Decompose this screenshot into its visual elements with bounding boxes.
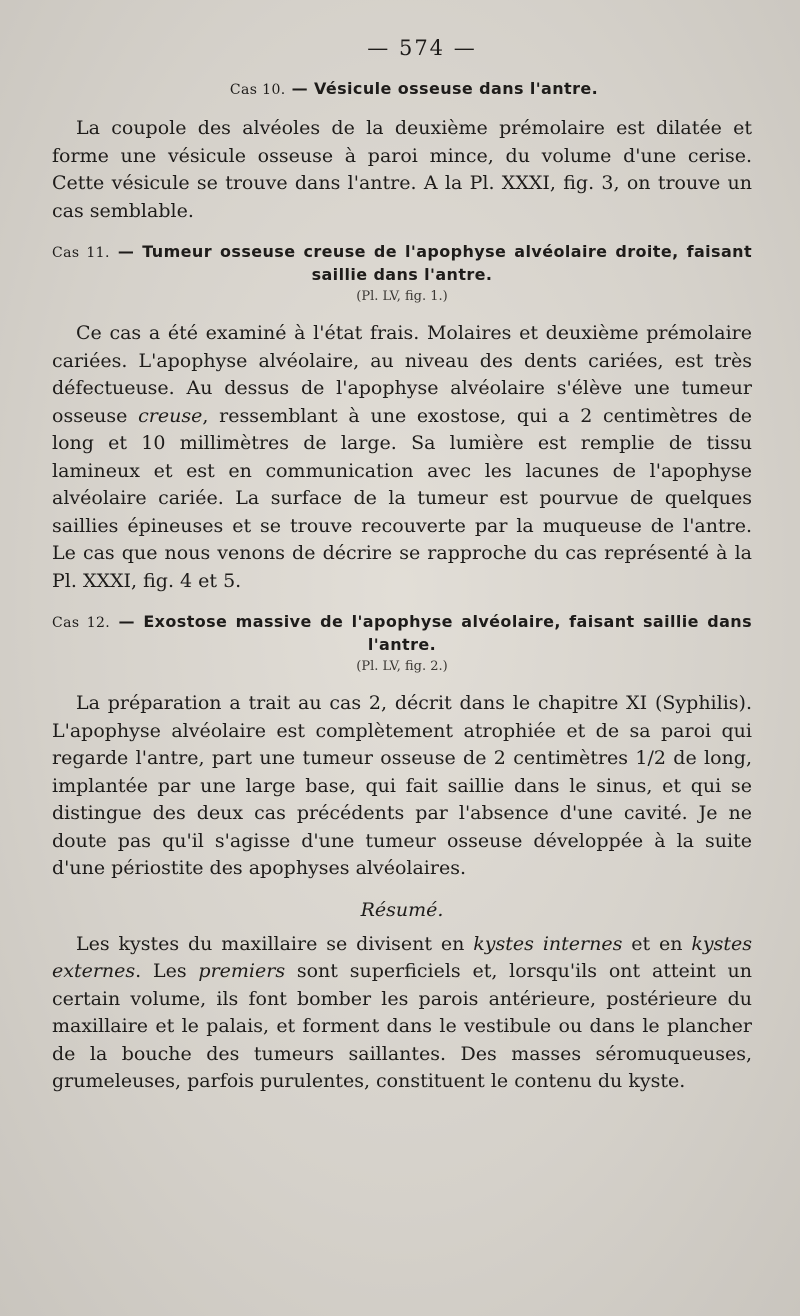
page-number: — 574 — [367,36,477,60]
case-12-heading [52,611,752,656]
case-10-heading [52,78,752,101]
resume-title: Résumé. [360,898,444,921]
case-11-title: Tumeur osseuse creuse de l'apophyse alvéolaire droite, faisant saillie dans l'antre. [142,242,752,284]
case-10-title: Vésicule osseuse dans l'antre. [313,79,599,98]
case-11-text-part-1: Ce cas a été examiné à l'état frais. Molaires et deuxième prémolaire cariées. L'apophyse alvéolaire, au niveau des dents cariées, est très défectueuse. Au dessus de l'apophyse alvéolaire s'élève une tumeur osseuse [52,322,752,427]
resume-em-3: premiers [198,960,286,982]
case-11-label: Cas 11. [52,245,110,261]
resume-text-3: . Les [135,960,199,982]
case-10-text: La coupole des alvéoles de la deuxième prémolaire est dilatée et forme une vésicule osseuse à paroi mince, du volume d'une cerise. Cette vésicule se trouve dans l'antre. A la Pl. XXXI, fig. 3, on trouve un cas semblable. [52,117,752,222]
case-12-dash: — [110,612,144,631]
case-12-title: Exostose massive de l'apophyse alvéolaire, faisant saillie dans l'antre. [143,612,752,654]
case-11-dash: — [109,242,143,261]
case-10-label: Cas 10. [229,82,286,98]
case-12-plate-ref: (Pl. LV, fig. 2.) [356,659,448,674]
case-11-plate-ref: (Pl. LV, fig. 1.) [356,289,448,304]
case-12-text: La préparation a trait au cas 2, décrit dans le chapitre XI (Syphilis). L'apophyse alvéolaire est complètement atrophiée et de sa paroi qui regarde l'antre, part une tumeur osseuse de 2 centimètres 1/2 de long, implantée par une large base, qui fait saillie dans le sinus, et qui se distingue des deux cas précédents par l'absence d'une cavité. Je ne doute pas qu'il s'agisse d'une tumeur osseuse développée à la suite d'une périostite des apophyses alvéolaires. [52,692,752,879]
resume-em-1: kystes internes [473,932,623,955]
case-12-label: Cas 12. [52,615,111,631]
resume-text-4: sont superficiels et, lorsqu'ils ont atteint un certain volume, ils font bomber les parois antérieure, postérieure du maxillaire et le palais, et forment dans le vestibule ou dans le plancher de la bouche des tumeurs saillantes. Des masses séromuqueuses, grumeleuses, parfois purulentes, constituent le contenu du kyste. [52,960,752,1092]
resume-text-1: Les kystes du maxillaire se divisent en [76,932,474,955]
case-11-heading [52,241,752,286]
resume-em-2: kystes externes [52,932,753,982]
case-10-dash: — [285,79,314,98]
case-11-text-emphasis: creuse [138,404,203,427]
resume-text [52,931,752,1096]
case-11-text-part-2: , ressemblant à une exostose, qui a 2 centimètres de long et 10 millimètres de large. Sa lumière est remplie de tissu lamineux et est en communication avec les lacunes de l'apophyse alvéolaire cariée. La surface de la tumeur est pourvue de quelques saillies épineuses et se trouve recouverte par la muqueuse de l'antre. Le cas que nous venons de décrire se rapproche du cas représenté à la Pl. XXXI, fig. 4 et 5. [52,404,752,592]
case-11-text [52,320,752,595]
resume-text-2: et en [622,932,692,955]
